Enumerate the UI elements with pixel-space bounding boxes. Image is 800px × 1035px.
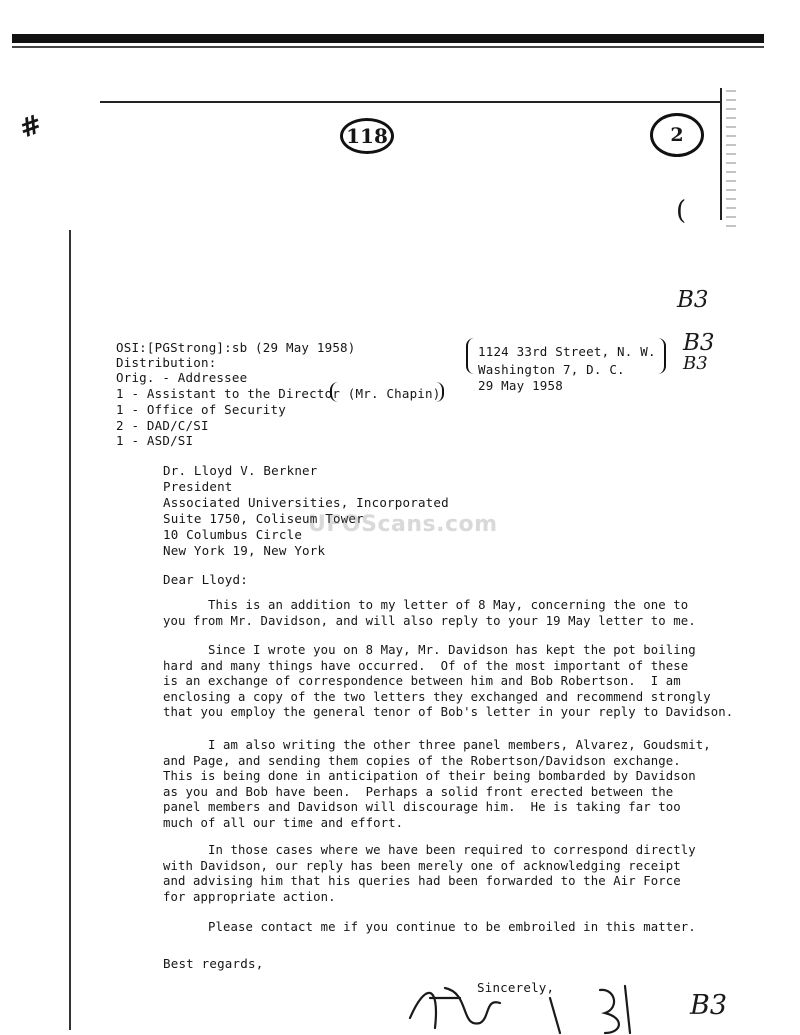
closing: Best regards, (163, 956, 264, 971)
recipient-city: New York 19, New York (163, 543, 326, 558)
page-left-border (69, 230, 71, 1030)
paren-mark: ( (676, 196, 687, 226)
recipient-name: Dr. Lloyd V. Berkner (163, 463, 318, 478)
sender-city: Washington 7, D. C. (478, 362, 625, 377)
recipient-suite: Suite 1750, Coliseum Tower (163, 511, 364, 526)
redaction-b3-label: B3 (683, 353, 708, 374)
distribution-orig: Orig. - Addressee (116, 370, 248, 385)
letter-date: 29 May 1958 (478, 378, 563, 393)
salutation: Dear Lloyd: (163, 572, 248, 587)
sender-street: 1124 33rd Street, N. W. (478, 344, 656, 359)
distribution-label: Distribution: (116, 355, 217, 370)
scan-top-rule (12, 46, 764, 48)
redaction-b3-label: B3 (683, 330, 715, 356)
recipient-street: 10 Columbus Circle (163, 527, 303, 542)
page-number-circle: 118 (340, 118, 394, 154)
hash-mark: # (15, 109, 47, 145)
redaction-b3-label: B3 (690, 990, 728, 1021)
scan-speckle (726, 90, 736, 230)
signature-scribble (400, 978, 640, 1035)
letter-paragraph: In those cases where we have been required to correspond directly with Davidson, our reply has been merely one of acknowledging receipt and advising him that his queries had been forwarded to the Air Force for appropriate action. (163, 843, 696, 904)
letter-paragraph: I am also writing the other three panel members, Alvarez, Goudsmit, and Page, and sending them copies of the Robertson/Davidson exchange. This is being done in anticipation of their being bombarded by Davidson as you and Bob have been. Perhaps a solid front erected between the panel members and Davidson will discourage him. He is taking far too much of all our time and effort. (163, 738, 711, 830)
distribution-item: 1 - Office of Security (116, 402, 286, 417)
sign-off: Sincerely, (477, 980, 555, 995)
letter-paragraph: Since I wrote you on 8 May, Mr. Davidson has kept the pot boiling hard and many things have occurred. Of of the most important of these is an exchange of correspondence between him and Bob Robertson. I am enclosing a copy of the two letters they exchanged and recommend strongly that you employ the general tenor of Bob's letter in your reply to Davidson. (163, 643, 734, 719)
letter-paragraph: This is an addition to my letter of 8 May, concerning the one to you from Mr. Davidson, and will also reply to your 19 May letter to me. (163, 598, 696, 628)
distribution-item: 1 - Assistant to the Director (Mr. Chapin) (116, 386, 441, 401)
page-top-border (100, 101, 720, 103)
page-right-border (720, 88, 722, 220)
distribution-item: 1 - ASD/SI (116, 433, 194, 448)
distribution-item: 2 - DAD/C/SI (116, 418, 209, 433)
recipient-org: Associated Universities, Incorporated (163, 495, 449, 510)
routing-line: OSI:[PGStrong]:sb (29 May 1958) (116, 340, 356, 355)
corner-circle-mark: 2 (650, 113, 704, 157)
recipient-title: President (163, 479, 233, 494)
scan-top-bar (12, 34, 764, 43)
watermark: UFOScans.com (308, 512, 498, 537)
redaction-bracket (330, 382, 444, 402)
letter-paragraph: Please contact me if you continue to be embroiled in this matter. (163, 920, 696, 934)
redaction-b3-label: B3 (677, 287, 709, 313)
